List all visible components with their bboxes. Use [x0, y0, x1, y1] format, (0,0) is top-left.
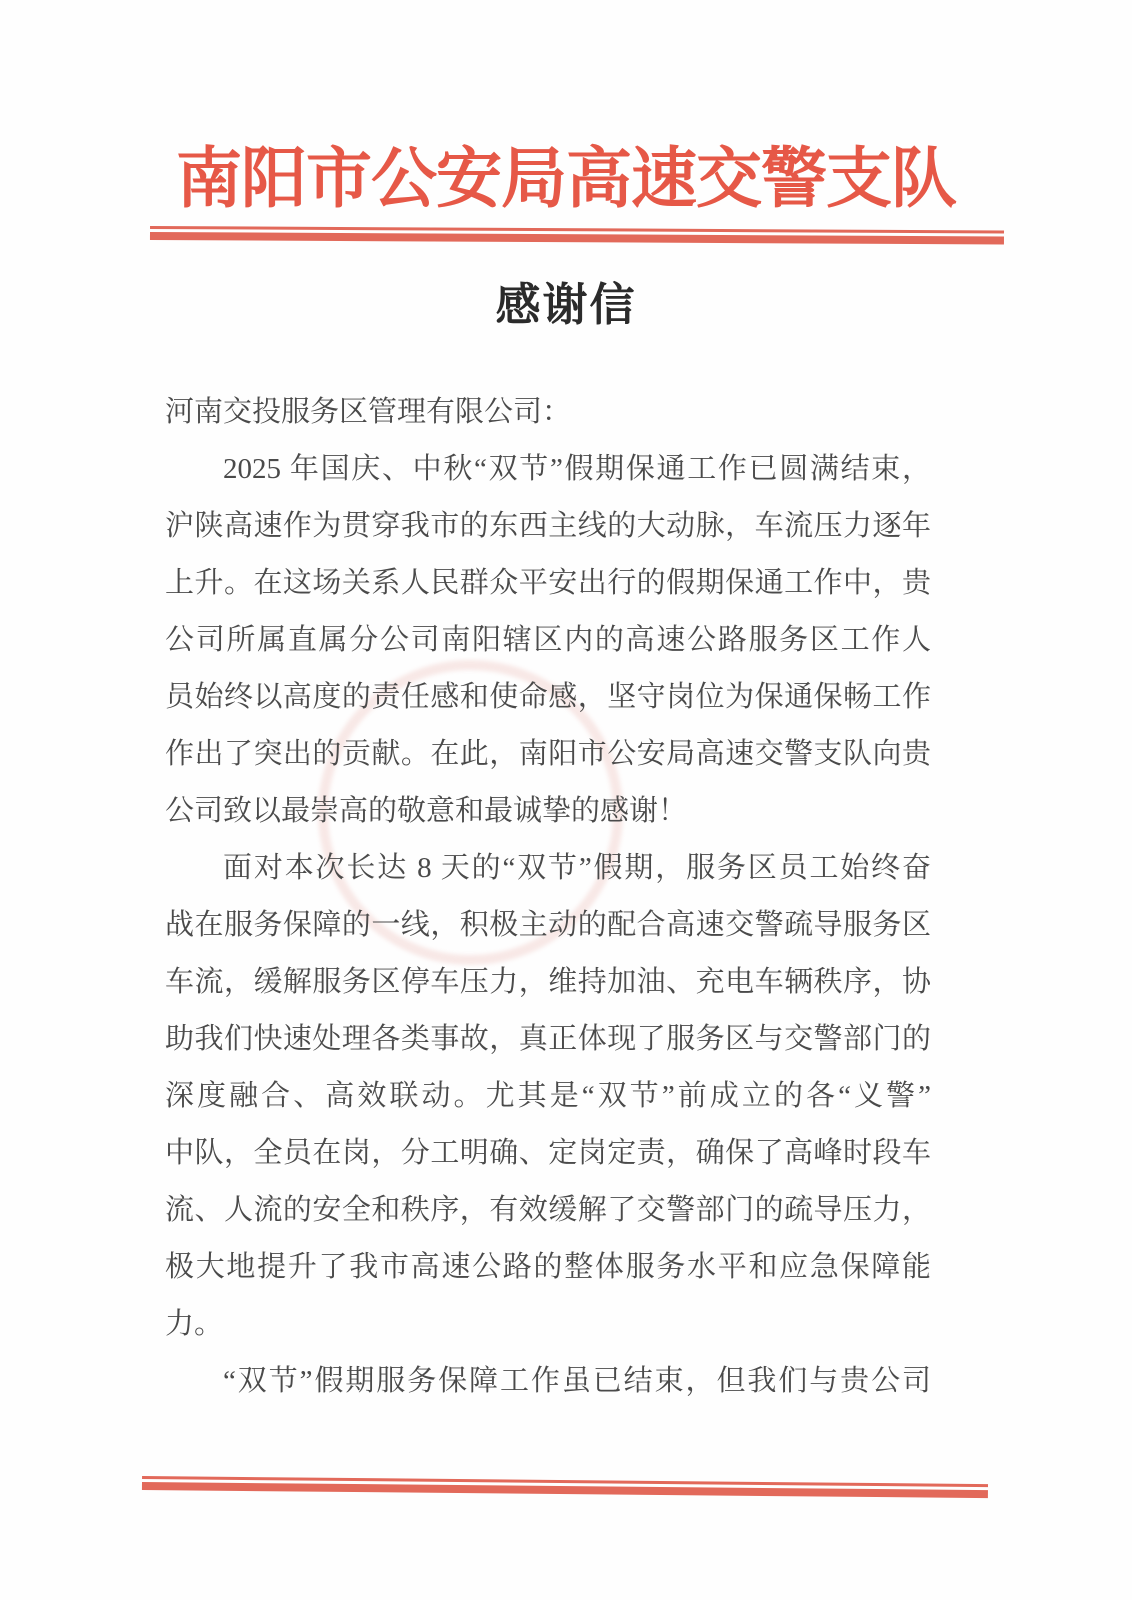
body-line: 助我们快速处理各类事故，真正体现了服务区与交警部门的 [165, 1023, 931, 1055]
body-line: 极大地提升了我市高速公路的整体服务水平和应急保障能 [165, 1251, 931, 1283]
body-line: 作出了突出的贡献。在此，南阳市公安局高速交警支队向贵 [165, 738, 931, 770]
body-line: 员始终以高度的责任感和使命感，坚守岗位为保通保畅工作 [165, 681, 931, 713]
body-line: 公司所属直属分公司南阳辖区内的高速公路服务区工作人 [165, 624, 931, 656]
footer-divider [142, 1476, 988, 1498]
document-title: 感谢信 [495, 280, 637, 330]
body-line: 公司致以最崇高的敬意和最诚挚的感谢！ [165, 795, 688, 827]
letter-body [165, 384, 931, 1410]
letterhead-agency-title: 南阳市公安局高速交警支队 [176, 143, 956, 216]
body-line: 2025 年国庆、中秋“双节”假期保通工作已圆满结束， [223, 453, 931, 485]
body-line: 面对本次长达 8 天的“双节”假期，服务区员工始终奋 [223, 852, 931, 884]
letterhead-divider [150, 226, 1004, 244]
body-line: “双节”假期服务保障工作虽已结束，但我们与贵公司 [223, 1365, 931, 1397]
body-line: 力。 [165, 1308, 224, 1340]
body-line: 流、人流的安全和秩序，有效缓解了交警部门的疏导压力， [165, 1194, 931, 1226]
body-line: 战在服务保障的一线，积极主动的配合高速交警疏导服务区 [165, 909, 931, 941]
body-line: 河南交投服务区管理有限公司： [165, 396, 572, 428]
body-line: 车流，缓解服务区停车压力，维持加油、充电车辆秩序，协 [165, 966, 931, 998]
body-line: 上升。在这场关系人民群众平安出行的假期保通工作中，贵 [165, 567, 931, 599]
body-line: 深度融合、高效联动。尤其是“双节”前成立的各“义警” [165, 1080, 931, 1112]
body-line: 沪陕高速作为贯穿我市的东西主线的大动脉，车流压力逐年 [165, 510, 931, 542]
body-line: 中队，全员在岗，分工明确、定岗定责，确保了高峰时段车 [165, 1137, 931, 1169]
